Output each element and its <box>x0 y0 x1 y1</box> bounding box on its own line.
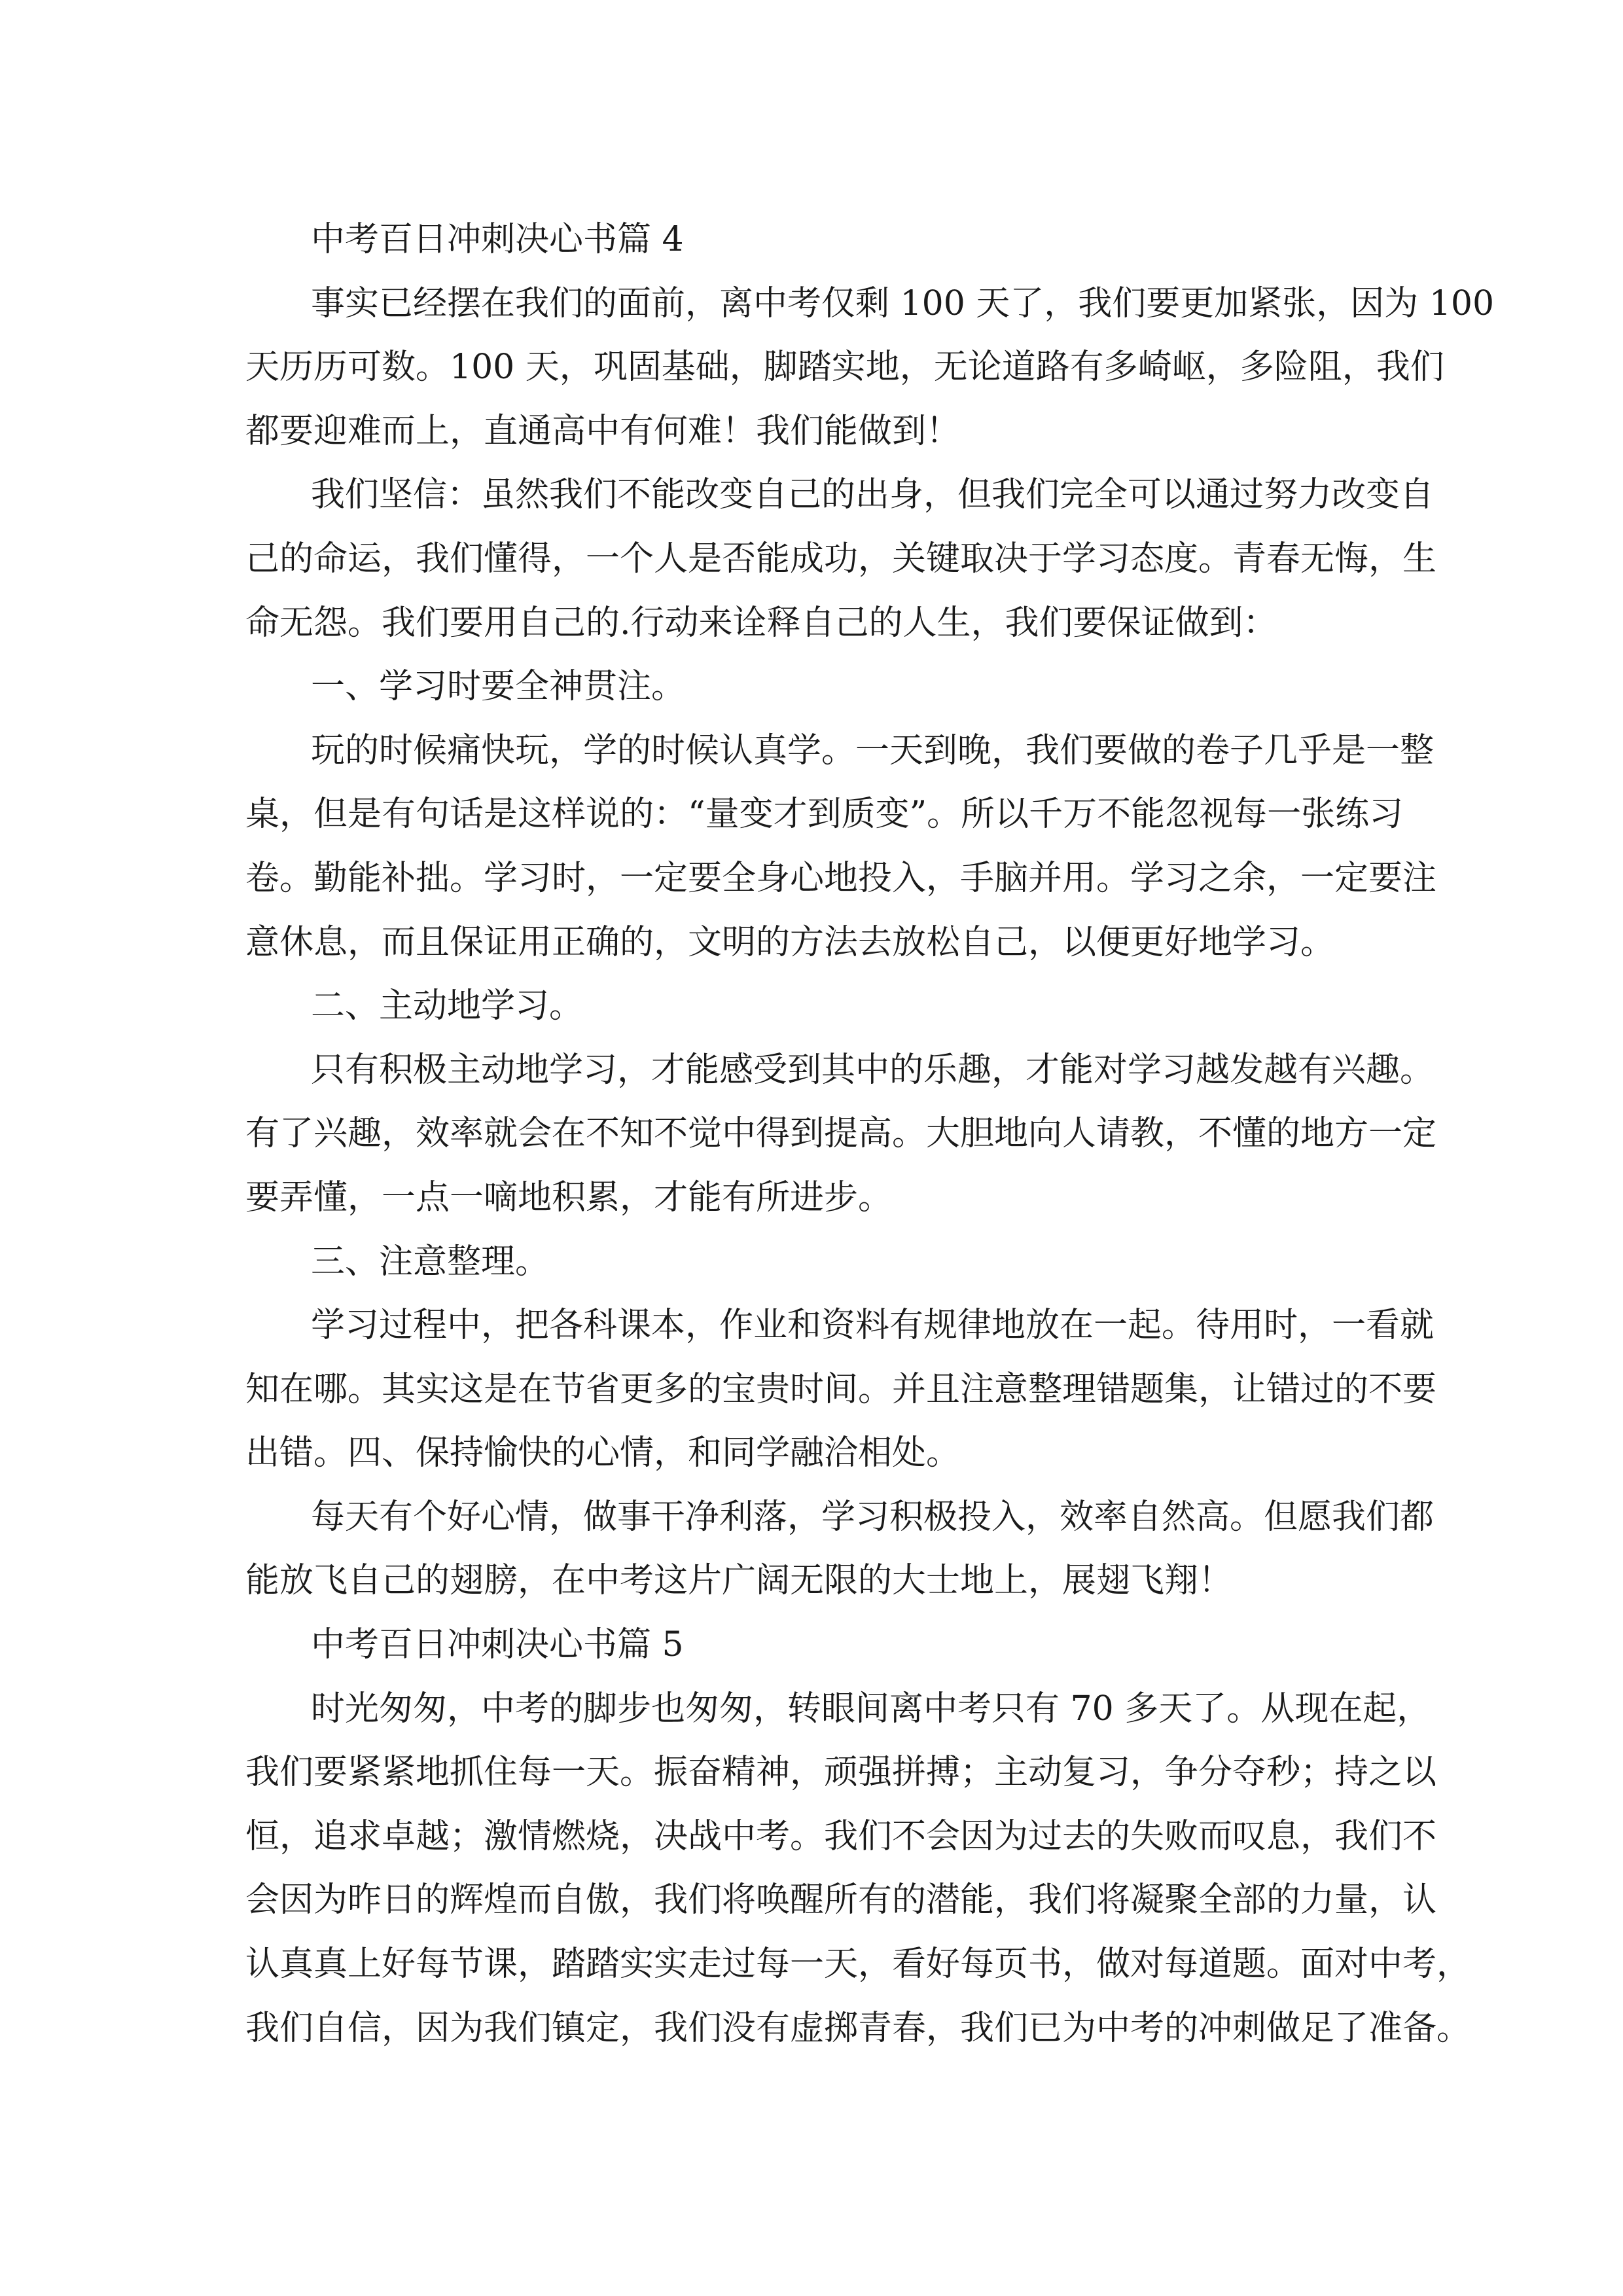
text-line: 认真真上好每节课，踏踏实实走过每一天，看好每页书，做对每道题。面对中考， <box>245 1945 1471 1984</box>
text-line: 天历历可数。100 天，巩固基础，脚踏实地，无论道路有多崎岖，多险阻，我们 <box>245 348 1444 387</box>
text-line: 中考百日冲刺决心书篇 5 <box>311 1625 684 1665</box>
text-line: 要弄懂，一点一嘀地积累，才能有所进步。 <box>245 1177 893 1217</box>
text-line: 都要迎难而上，直通高中有何难！我们能做到！ <box>245 411 961 451</box>
text-line: 我们自信，因为我们镇定，我们没有虚掷青春，我们已为中考的冲刺做足了准备。 <box>245 2008 1471 2048</box>
text-line: 事实已经摆在我们的面前，离中考仅剩 100 天了，我们要更加紧张，因为 100 <box>311 283 1495 323</box>
text-line: 二、主动地学习。 <box>311 986 584 1026</box>
text-line: 会因为昨日的辉煌而自傲，我们将唤醒所有的潜能，我们将凝聚全部的力量，认 <box>245 1880 1437 1920</box>
text-line: 桌，但是有句话是这样说的：“量变才到质变”。所以千万不能忽视每一张练习 <box>245 795 1404 834</box>
text-line: 学习过程中，把各科课本，作业和资料有规律地放在一起。待用时，一看就 <box>311 1306 1435 1346</box>
text-line: 卷。勤能补拙。学习时，一定要全身心地投入，手脑并用。学习之余，一定要注 <box>245 858 1437 898</box>
document-body <box>245 208 1495 2060</box>
text-line: 中考百日冲刺决心书篇 4 <box>311 220 684 259</box>
text-line: 能放飞自己的翅膀，在中考这片广阔无限的大士地上，展翅飞翔！ <box>245 1561 1233 1601</box>
text-line: 己的命运，我们懂得，一个人是否能成功，关键取决于学习态度。青春无悔，生 <box>245 539 1437 579</box>
text-line: 三、注意整理。 <box>311 1242 550 1282</box>
text-line: 有了兴趣，效率就会在不知不觉中得到提高。大胆地向人请教，不懂的地方一定 <box>245 1114 1437 1154</box>
text-line: 命无怨。我们要用自己的.行动来诠释自己的人生，我们要保证做到： <box>245 603 1277 643</box>
text-line: 我们坚信：虽然我们不能改变自己的出身，但我们完全可以通过努力改变自 <box>311 475 1435 515</box>
text-line: 玩的时候痛快玩，学的时候认真学。一天到晚，我们要做的卷子几乎是一整 <box>311 730 1435 770</box>
text-line: 每天有个好心情，做事干净利落，学习积极投入，效率自然高。但愿我们都 <box>311 1497 1435 1537</box>
text-line: 意休息，而且保证用正确的，文明的方法去放松自己，以便更好地学习。 <box>245 922 1335 962</box>
text-line: 时光匆匆，中考的脚步也匆匆，转眼间离中考只有 70 多天了。从现在起， <box>311 1689 1431 1729</box>
text-line: 知在哪。其实这是在节省更多的宝贵时间。并且注意整理错题集，让错过的不要 <box>245 1369 1437 1409</box>
text-line: 出错。四、保持愉快的心情，和同学融洽相处。 <box>245 1433 961 1473</box>
text-line: 恒，追求卓越；激情燃烧，决战中考。我们不会因为过去的失败而叹息，我们不 <box>245 1816 1437 1856</box>
text-line: 一、学习时要全神贯注。 <box>311 667 686 707</box>
text-line: 只有积极主动地学习，才能感受到其中的乐趣，才能对学习越发越有兴趣。 <box>311 1050 1435 1090</box>
text-line: 我们要紧紧地抓住每一天。振奋精神，顽强拼搏；主动复习，争分夺秒；持之以 <box>245 1753 1437 1793</box>
